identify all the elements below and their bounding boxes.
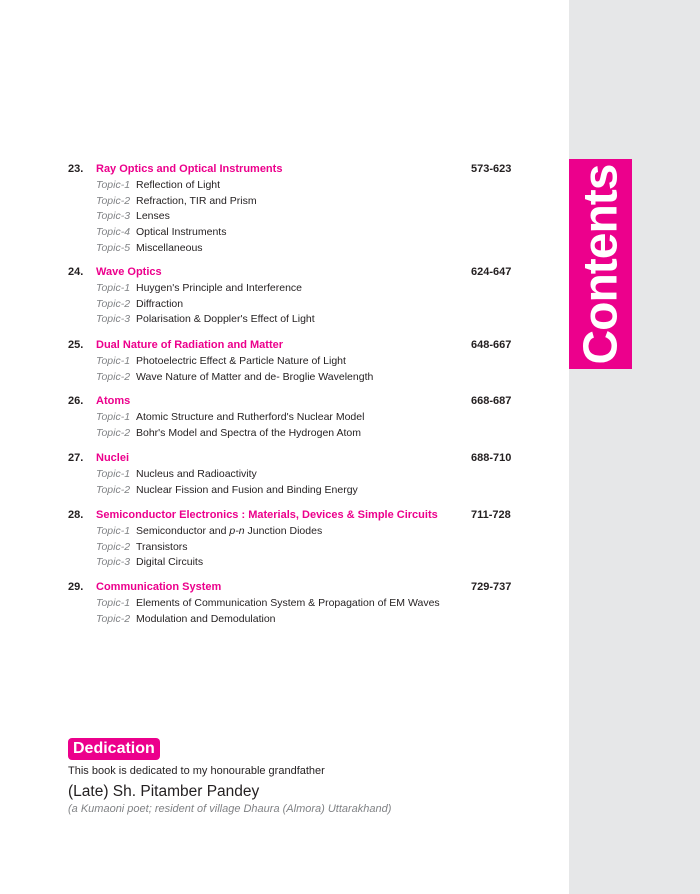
chapter-27	[0, 452, 569, 499]
dedication-place: (a Kumaoni poet; resident of village Dhaura (Almora) Uttarakhand)	[68, 803, 392, 815]
chapter-title[interactable]: Atoms	[96, 395, 131, 407]
topic-title: Semiconductor and p-n Junction Diodes	[136, 525, 323, 537]
topic-tag: Topic-1	[96, 355, 131, 367]
dedication-name: (Late) Sh. Pitamber Pandey	[68, 783, 260, 800]
topic-row	[0, 282, 569, 298]
contents-label: Contents	[574, 164, 628, 364]
topic-tag: Topic-2	[96, 540, 131, 553]
topic-row	[0, 597, 569, 613]
chapter-25	[0, 339, 569, 386]
chapter-title[interactable]: Nuclei	[96, 452, 130, 464]
topic-tag: Topic-1	[96, 282, 131, 294]
topic-title: Reflection of Light	[136, 179, 221, 191]
chapter-28	[0, 509, 569, 572]
topic-row	[0, 195, 569, 211]
topic-row	[0, 613, 569, 629]
topic-tag: Topic-2	[96, 483, 131, 496]
topic-title: Elements of Communication System & Propagation of EM Waves	[136, 597, 440, 609]
topic-row	[0, 210, 569, 226]
chapter-title[interactable]: Ray Optics and Optical Instruments	[96, 163, 283, 175]
topic-row	[0, 226, 569, 242]
chapter-number: 26.	[68, 395, 84, 407]
topic-title: Huygen's Principle and Interference	[136, 282, 303, 294]
topic-tag: Topic-2	[96, 612, 131, 625]
dedication-block	[68, 738, 548, 815]
chapter-pages: 648-667	[471, 339, 512, 351]
topic-row	[0, 484, 569, 500]
chapter-number: 24.	[68, 266, 84, 278]
contents-tab	[569, 159, 632, 369]
topic-title: Modulation and Demodulation	[136, 612, 276, 625]
topic-row	[0, 541, 569, 557]
chapter-title[interactable]: Semiconductor Electronics : Materials, Devices & Simple Circuits	[96, 509, 438, 521]
topic-title: Miscellaneous	[136, 241, 203, 254]
chapter-title[interactable]: Wave Optics	[96, 266, 162, 278]
chapter-number: 28.	[68, 509, 84, 521]
topic-title: Bohr's Model and Spectra of the Hydrogen Atom	[136, 426, 361, 439]
topic-row	[0, 525, 569, 541]
dedication-line: This book is dedicated to my honourable grandfather	[68, 765, 325, 777]
chapter-29	[0, 581, 569, 628]
topic-row	[0, 298, 569, 314]
topic-tag: Topic-2	[96, 297, 131, 310]
topic-tag: Topic-3	[96, 313, 131, 326]
topic-title: Digital Circuits	[136, 556, 204, 569]
topic-title: Optical Instruments	[136, 226, 227, 239]
topic-title: Nucleus and Radioactivity	[136, 468, 257, 480]
topic-title: Atomic Structure and Rutherford's Nuclear Model	[136, 411, 365, 423]
topic-tag: Topic-1	[96, 525, 131, 537]
topic-row	[0, 313, 569, 329]
chapter-number: 27.	[68, 452, 84, 464]
topic-tag: Topic-3	[96, 210, 131, 223]
chapter-title[interactable]: Communication System	[96, 581, 222, 593]
chapter-26	[0, 395, 569, 442]
dedication-heading: Dedication	[68, 738, 160, 760]
topic-title: Lenses	[136, 210, 170, 223]
topic-title: Diffraction	[136, 297, 184, 310]
chapter-24	[0, 266, 569, 329]
chapter-pages: 729-737	[471, 581, 512, 593]
topic-row	[0, 468, 569, 484]
topic-row	[0, 355, 569, 371]
topic-row	[0, 371, 569, 387]
topic-row	[0, 556, 569, 572]
chapter-pages: 668-687	[471, 395, 512, 407]
topic-tag: Topic-2	[96, 370, 131, 383]
topic-title: Photoelectric Effect & Particle Nature of Light	[136, 355, 346, 367]
chapter-23	[0, 163, 569, 257]
topic-tag: Topic-1	[96, 597, 131, 609]
topic-row	[0, 179, 569, 195]
side-strip	[569, 0, 700, 894]
chapter-number: 29.	[68, 581, 84, 593]
topic-tag: Topic-1	[96, 411, 131, 423]
chapter-number: 25.	[68, 339, 84, 351]
chapter-pages: 711-728	[471, 509, 511, 521]
topic-row	[0, 242, 569, 258]
chapter-title[interactable]: Dual Nature of Radiation and Matter	[96, 339, 284, 351]
topic-tag: Topic-4	[96, 226, 131, 239]
topic-row	[0, 411, 569, 427]
topic-tag: Topic-3	[96, 556, 131, 569]
topic-title: Refraction, TIR and Prism	[136, 194, 257, 207]
topic-tag: Topic-2	[96, 426, 131, 439]
chapter-pages: 624-647	[471, 266, 512, 278]
chapter-pages: 573-623	[471, 163, 512, 175]
topic-tag: Topic-1	[96, 179, 131, 191]
topic-tag: Topic-5	[96, 241, 131, 254]
chapter-number: 23.	[68, 163, 84, 175]
topic-title: Transistors	[136, 540, 188, 553]
topic-tag: Topic-2	[96, 194, 131, 207]
topic-title: Polarisation & Doppler's Effect of Light	[136, 313, 315, 326]
topic-row	[0, 427, 569, 443]
topic-tag: Topic-1	[96, 468, 131, 480]
topic-title: Wave Nature of Matter and de- Broglie Wavelength	[136, 370, 374, 383]
chapter-pages: 688-710	[471, 452, 512, 464]
topic-title: Nuclear Fission and Fusion and Binding Energy	[136, 483, 358, 496]
